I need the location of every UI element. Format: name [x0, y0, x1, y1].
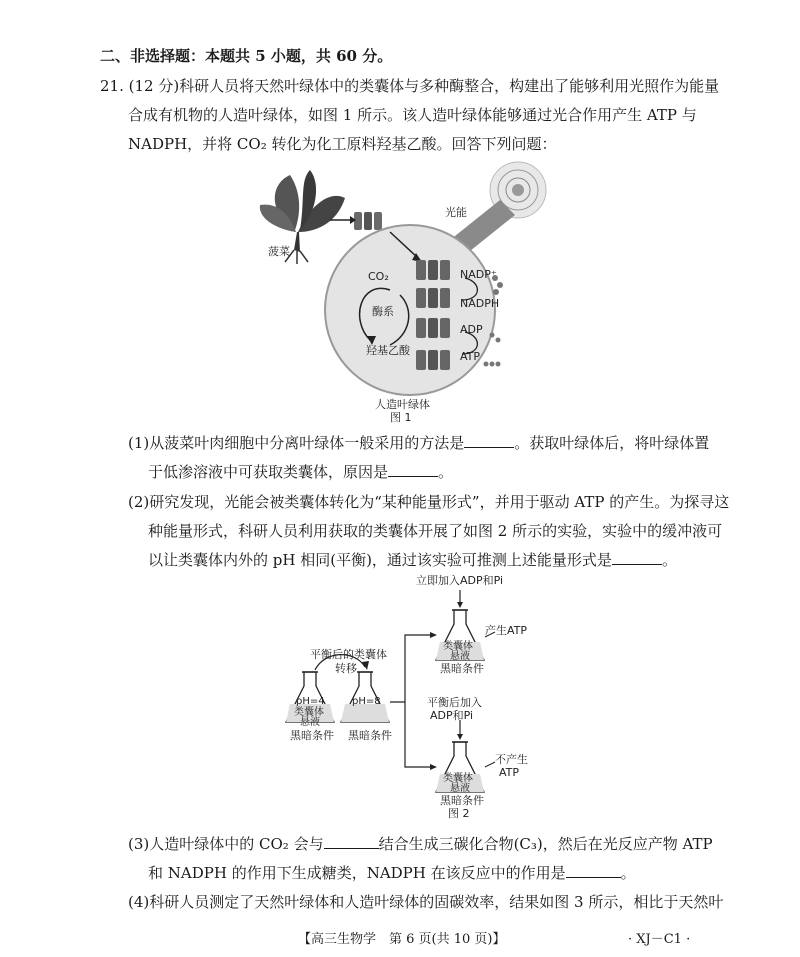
label-spinach: 菠菜	[268, 245, 290, 258]
sub4-line1: (4)科研人员测定了天然叶绿体和人造叶绿体的固碳效率，结果如图 3 所示，相比于天然叶	[128, 893, 724, 911]
label-produce-atp: 产生ATP	[485, 624, 528, 637]
answer-blank[interactable]	[464, 433, 514, 448]
thylakoid-icon	[354, 212, 382, 230]
footer-page-info: 【高三生物学 第 6 页(共 10 页)】	[298, 932, 506, 947]
sub2-text-a: 以让类囊体内外的 pH 相同(平衡)，通过该实验可推测上述能量形式是	[148, 551, 612, 569]
label-co2: CO₂	[368, 270, 389, 283]
answer-blank[interactable]	[612, 550, 662, 565]
figure-1	[250, 160, 550, 425]
label-suspension-bottom-a: 类囊体	[443, 773, 473, 784]
label-product: 羟基乙酸	[366, 344, 410, 357]
figure1-caption: 图 1	[390, 411, 412, 424]
sub3-text-a: (3)人造叶绿体中的 CO₂ 会与	[128, 835, 324, 853]
label-transfer: 转移	[335, 662, 357, 675]
sub1-text-b: 。获取叶绿体后，将叶绿体置	[514, 434, 710, 452]
label-dark-top: 黑暗条件	[440, 662, 484, 675]
sub1-line1	[128, 432, 709, 454]
answer-blank[interactable]	[324, 834, 379, 849]
label-no-atp-a: 不产生	[495, 753, 528, 766]
label-ph8: pH=8	[352, 696, 381, 707]
label-enzyme: 酶系	[372, 305, 394, 318]
sub1-text-d: 。	[438, 463, 454, 481]
label-dark-ph4: 黑暗条件	[290, 729, 334, 742]
section-title: 二、非选择题：本题共 5 小题，共 60 分。	[100, 47, 393, 65]
sub1-text-a: (1)从菠菜叶肉细胞中分离叶绿体一般采用的方法是	[128, 434, 465, 452]
sub3-text-c: 和 NADPH 的作用下生成糖类，NADPH 在该反应中的作用是	[148, 864, 566, 882]
sub3-text-b: 结合生成三碳化合物(C₃)，然后在光反应产物 ATP	[378, 835, 713, 853]
label-add-after-b: ADP和Pi	[430, 709, 474, 722]
label-dark-ph8: 黑暗条件	[348, 729, 392, 742]
label-no-atp-b: ATP	[499, 766, 520, 779]
figure1-title: 人造叶绿体	[375, 398, 430, 411]
sub3-text-d: 。	[620, 864, 636, 882]
figure-1-graphic	[250, 160, 550, 425]
figure2-caption: 图 2	[448, 807, 470, 820]
label-suspension-top-b: 悬液	[450, 651, 470, 662]
sub1-line2	[148, 461, 453, 483]
label-add-now: 立即加入ADP和Pi	[416, 574, 504, 587]
label-atp: ATP	[460, 350, 481, 363]
label-light: 光能	[445, 206, 467, 219]
label-nadph: NADPH	[460, 297, 500, 310]
label-nadp: NADP⁺	[460, 268, 497, 281]
q21-line2: 合成有机物的人造叶绿体，如图 1 所示。该人造叶绿体能够通过光合作用产生 ATP 与	[128, 106, 697, 124]
sub1-text-c: 于低渗溶液中可获取类囊体，原因是	[148, 463, 389, 481]
label-adp: ADP	[460, 323, 483, 336]
label-equilibrated: 平衡后的类囊体	[310, 648, 387, 661]
q21-line1: 21. (12 分)科研人员将天然叶绿体中的类囊体与多种酶整合，构建出了能够利用光照作为能量	[100, 77, 720, 95]
sub2-line2: 种能量形式，科研人员利用获取的类囊体开展了如图 2 所示的实验，实验中的缓冲液可	[148, 522, 723, 540]
label-suspension-ph4-b: 悬液	[300, 717, 320, 728]
sub2-line3	[148, 549, 677, 571]
answer-blank[interactable]	[566, 863, 621, 878]
figure-2	[280, 572, 550, 822]
answer-blank[interactable]	[388, 462, 438, 477]
label-suspension-top-a: 类囊体	[443, 641, 473, 652]
sub2-line1: (2)研究发现，光能会被类囊体转化为“某种能量形式”，并用于驱动 ATP 的产生。为探寻这	[128, 493, 730, 511]
label-ph4: pH=4	[296, 696, 325, 707]
sub3-line1	[128, 833, 713, 855]
branch-arrow-icon	[390, 635, 430, 702]
label-suspension-ph4-a: 类囊体	[294, 707, 324, 718]
label-add-after-a: 平衡后加入	[427, 696, 482, 709]
sub3-line2	[148, 862, 636, 884]
label-suspension-bottom-b: 悬液	[450, 783, 470, 794]
label-dark-bottom: 黑暗条件	[440, 794, 484, 807]
footer-code: · XJ－C1 ·	[628, 932, 691, 947]
sub2-text-b: 。	[661, 551, 677, 569]
q21-line3: NADPH，并将 CO₂ 转化为化工原料羟基乙酸。回答下列问题：	[128, 135, 557, 153]
